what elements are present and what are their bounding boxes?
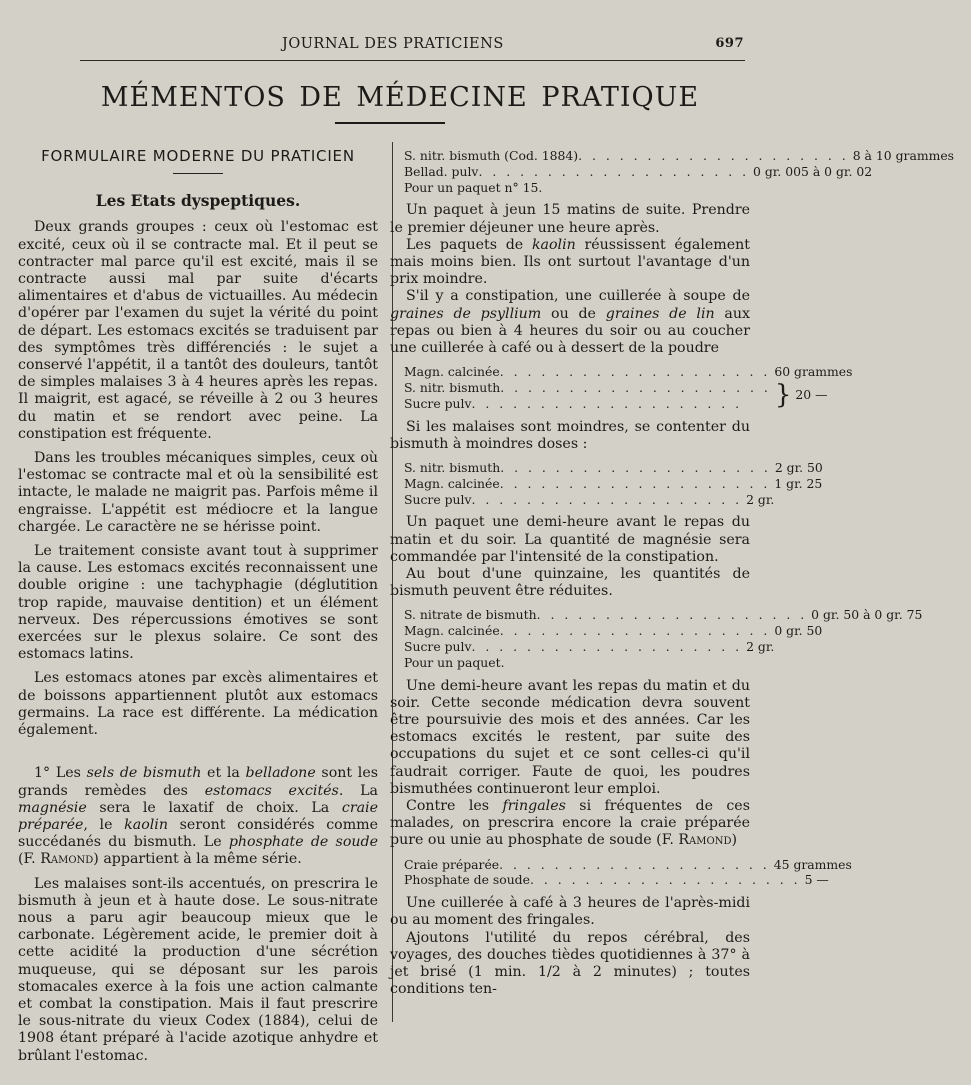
prescription-1: [404, 148, 955, 195]
paragraph: Les estomacs atones par excès alimentaires et de boissons appartiennent plutôt aux estomacs germains. La race est différente. La médication également.: [18, 670, 378, 739]
journal-title: JOURNAL DES PRATICIENS: [282, 36, 504, 52]
prescription-line: Phosphate de soude . . . . . . . . . . . . . . . . . . . . 5 —: [404, 872, 829, 888]
prescription-line: Craie préparée . . . . . . . . . . . . . . . . . . . . 45 grammes: [404, 856, 852, 872]
paragraph: Un paquet une demi-heure avant le repas du matin et du soir. La quantité de magnésie sera commandée par l'intensité de la constipation.: [390, 514, 750, 565]
paragraph: Le traitement consiste avant tout à supprimer la cause. Les estomacs excités reconnaissent une double origine : une tachyphagie (déglutition trop rapide, mauvaise dentition) et un élément nerveux. Des répercussions émotives se sont exercées sur le plexus solaire. Ce sont des estomacs latins.: [18, 543, 378, 663]
right-column: [390, 148, 955, 998]
prescription-line: S. nitr. bismuth . . . . . . . . . . . . . . . . . . . .: [404, 380, 771, 396]
prescription-note: Pour un paquet n° 15.: [404, 179, 543, 195]
prescription-quantity: 20 —: [795, 387, 828, 403]
prescription-note: Pour un paquet.: [404, 654, 505, 670]
paragraph: Dans les troubles mécaniques simples, ceux où l'estomac se contracte mal et où la sensibilité est intacte, le malade ne maigrit pas. Parfois même il engraisse. L'appétit est médiocre et la langue chargée. Le caractère ne se hérisse point.: [18, 450, 378, 535]
left-column: [18, 148, 378, 1065]
paragraph: Les malaises sont-ils accentués, on prescrira le bismuth à jeun et à haute dose. Le sous-nitrate nous a paru agir beaucoup mieux que le carbonate. Légèrement acide, le premier doit à cette acidité la production d'une sécrétion muqueuse, qui se déposant sur les parois stomacales exerce à la fois une action calmante et combat la constipation. Mais il faut prescrire le sous-nitrate du vieux Codex (1884), celui de 1908 étant préparé à l'acide azotique anhydre et brûlant l'estomac.: [18, 875, 378, 1064]
section-title: Les Etats dyspeptiques.: [95, 191, 301, 211]
section-heading-formulaire: FORMULAIRE MODERNE DU PRATICIEN: [41, 147, 355, 165]
paragraph: Les paquets de kaolin réussissent également mais moins bien. Ils ont surtout l'avantage d'un prix moindre.: [390, 236, 750, 288]
paragraph: Deux grands groupes : ceux où l'estomac est excité, ceux où il se contracte mal. Et il peut se contracter mal parce qu'il est excité, mais il se contracte aussi mal par suite d'écarts alimentaires et d'abus de victuailles. Au médecin d'opérer par l'examen du sujet la vérité du point de départ. Les estomacs excités se traduisent par des symptômes très différenciés : le sujet a conservé l'appétit, il a tantôt des douleurs, tantôt de simples malaises 3 à 4 heures après les repas. Il maigrit, est agacé, se réveille à 2 ou 3 heures du matin et se rendort avec peine. La constipation est fréquente.: [18, 219, 378, 442]
prescription-line: Sucre pulv . . . . . . . . . . . . . . . . . . . . 2 gr.: [404, 639, 775, 655]
title-rule: [335, 122, 445, 124]
heading-rule: [173, 173, 223, 174]
prescription-line: Bellad. pulv . . . . . . . . . . . . . . . . . . . . 0 gr. 005 à 0 gr. 02: [404, 163, 873, 179]
prescription-line: Magn. calcinée . . . . . . . . . . . . . . . . . . . . 1 gr. 25: [404, 475, 823, 491]
prescription-line: Sucre pulv . . . . . . . . . . . . . . . . . . . .: [404, 395, 743, 411]
prescription-5: [404, 856, 852, 889]
prescription-line: Sucre pulv . . . . . . . . . . . . . . . . . . . . 2 gr.: [404, 491, 775, 507]
paragraph: Si les malaises sont moindres, se contenter du bismuth à moindres doses :: [390, 418, 750, 452]
page-title: MÉMENTOS DE MÉDECINE PRATIQUE: [100, 82, 700, 113]
prescription-4: [404, 607, 923, 670]
prescription-2: [404, 364, 853, 411]
paragraph: S'il y a constipation, une cuillerée à soupe de graines de psyllium ou de graines de lin aux repas ou bien à 4 heures du soir ou au coucher une cuillerée à café ou à dessert de la poudre: [390, 288, 751, 357]
paragraph: Au bout d'une quinzaine, les quantités de bismuth peuvent être réduites.: [390, 566, 750, 600]
prescription-line: Magn. calcinée . . . . . . . . . . . . . . . . . . . . 60 grammes: [404, 364, 853, 380]
brace-symbol: }: [774, 380, 792, 411]
prescription-line: S. nitrate de bismuth . . . . . . . . . . . . . . . . . . . . 0 gr. 50 à 0 gr. 75: [404, 607, 923, 623]
paragraph: Une cuillerée à café à 3 heures de l'après-midi ou au moment des fringales.: [390, 895, 750, 929]
prescription-3: [404, 460, 823, 507]
prescription-line: S. nitr. bismuth . . . . . . . . . . . . . . . . . . . . 2 gr. 50: [404, 460, 823, 476]
paragraph: 1° Les sels de bismuth et la belladone sont les grands remèdes des estomacs excités. La magnésie sera le laxatif de choix. La craie préparée, le kaolin seront considérés comme succédanés du bismuth. Le phosphate de soude (F. Ramond) appartient à la même série.: [18, 765, 379, 868]
prescription-line: S. nitr. bismuth (Cod. 1884) . . . . . . . . . . . . . . . . . . . . 8 à 10 grammes: [404, 148, 955, 163]
page-number: 697: [715, 36, 744, 51]
paragraph: Ajoutons l'utilité du repos cérébral, des voyages, des douches tièdes quotidiennes à 37° à jet brisé (1 min. 1/2 à 2 minutes) ; toutes conditions ten-: [390, 929, 750, 998]
paragraph: Contre les fringales si fréquentes de ces malades, on prescrira encore la craie préparée pure ou unie au phosphate de soude (F. Ramond): [390, 798, 750, 849]
prescription-line: Magn. calcinée . . . . . . . . . . . . . . . . . . . . 0 gr. 50: [404, 623, 823, 639]
header-rule: [80, 60, 745, 61]
paragraph: Une demi-heure avant les repas du matin et du soir. Cette seconde médication devra souvent être poursuivie des mois et des années. Car les estomacs excités le restent, par suite des occupations du sujet et ce sont celles-ci qu'il faudrait corriger. Faute de quoi, les poudres bismuthées continueront leur emploi.: [390, 677, 750, 797]
paragraph: Un paquet à jeun 15 matins de suite. Prendre le premier déjeuner une heure après.: [390, 202, 750, 236]
